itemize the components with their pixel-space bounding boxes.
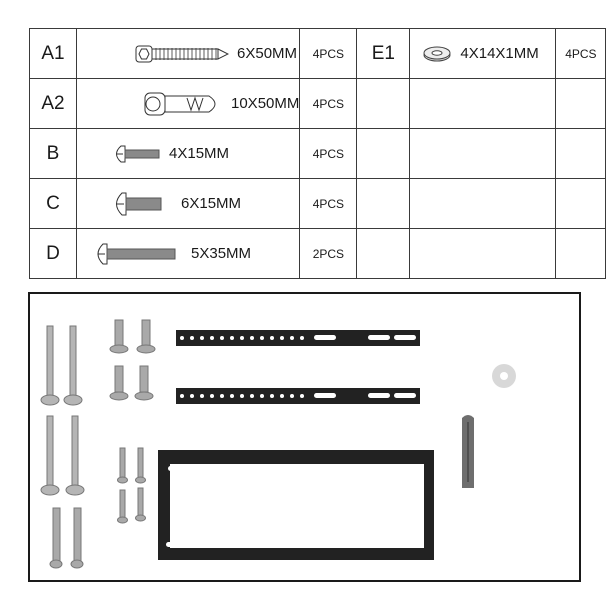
part-qty: 4PCS [300, 29, 357, 79]
part-qty: 4PCS [300, 179, 357, 229]
table-row [30, 79, 606, 129]
part-id: D [30, 229, 77, 279]
machine-screw-long-icon [93, 243, 177, 265]
wall-anchor-photo-icon [454, 412, 482, 496]
part-id: B [30, 129, 77, 179]
part-id: C [30, 179, 77, 229]
machine-screw-thick-icon [111, 191, 163, 217]
washer-icon [490, 362, 518, 390]
long-screw-icon [46, 504, 96, 574]
table-row [30, 229, 606, 279]
wall-plate-icon [156, 448, 438, 562]
part-size: 6X50MM [237, 45, 298, 62]
part-id: A1 [30, 29, 77, 79]
thin-screw-icon [114, 446, 154, 526]
part-size: 5X35MM [191, 245, 252, 262]
part-qty: 4PCS [300, 129, 357, 179]
part-id: E1 [357, 29, 410, 79]
lag-screw-icon [34, 320, 94, 500]
mounting-strip-icon [174, 324, 424, 408]
part-size: 4X14X1MM [460, 45, 539, 62]
table-row [30, 29, 606, 79]
part-size: 4X15MM [169, 145, 230, 162]
table-row [30, 129, 606, 179]
part-size: 6X15MM [181, 195, 242, 212]
part-qty: 4PCS [300, 79, 357, 129]
hex-head-wood-screw-icon [135, 43, 229, 65]
part-qty: 2PCS [300, 229, 357, 279]
part-id: A2 [30, 79, 77, 129]
hardware-table [29, 28, 606, 279]
wall-anchor-icon [143, 91, 223, 117]
flat-washer-icon [422, 45, 452, 63]
table-row [30, 179, 606, 229]
part-size: 10X50MM [231, 95, 300, 112]
part-qty: 4PCS [556, 29, 606, 79]
bolt-icon [106, 318, 162, 408]
machine-screw-short-icon [111, 144, 161, 164]
parts-photo [28, 292, 581, 582]
